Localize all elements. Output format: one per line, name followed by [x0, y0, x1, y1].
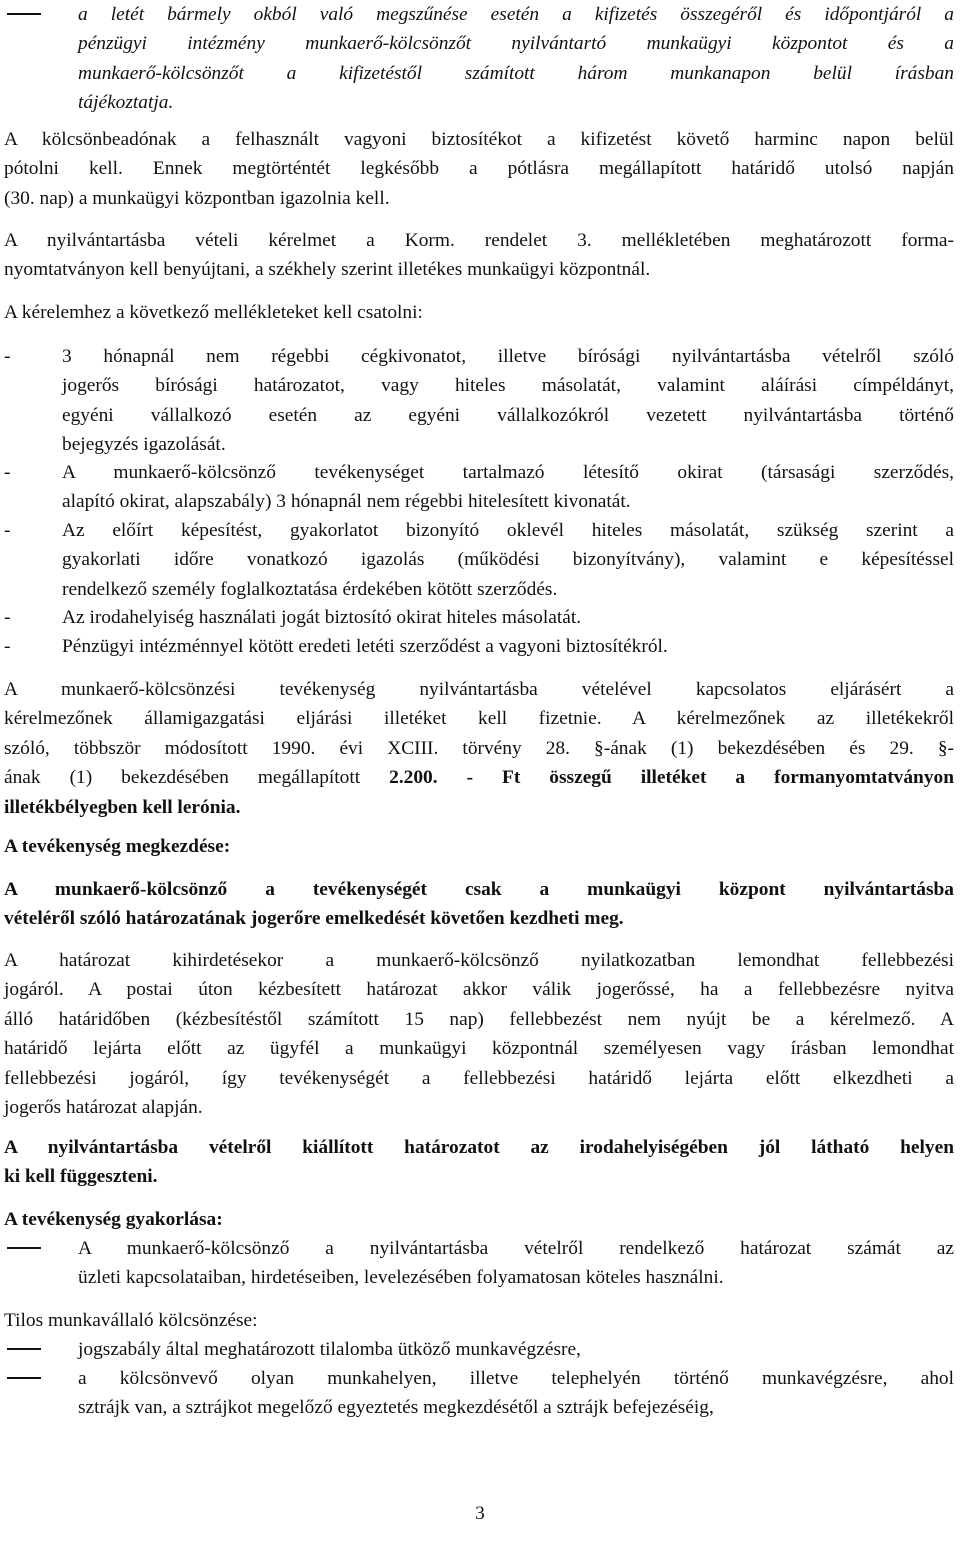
fee-paragraph [4, 675, 954, 822]
text-line: Tilos munkavállaló kölcsönzése: [4, 1310, 258, 1331]
paragraph [4, 298, 954, 327]
text-line: ki kell függeszteni. [4, 1166, 158, 1188]
text-line: A kölcsönbeadónak a felhasznált vagyoni biztosítékot a kifizetést követő harminc napon belül [4, 129, 954, 150]
text-line: pénzügyi intézmény munkaerő-kölcsönzőt nyilvántartó munkaügyi központot és a [78, 33, 954, 55]
text-line: sztrájk van, a sztrájkot megelőző egyeztetés megkezdésétől a sztrájk befejezéséig, [78, 1397, 714, 1419]
text-run: ának (1) bekezdésében megállapított [4, 767, 390, 789]
text-line: vételéről szóló határozatának jogerőre emelkedését követően kezdheti meg. [4, 908, 624, 930]
text-line: rendelkező személy foglalkoztatása érdekében kötött szerződés. [62, 578, 558, 600]
section-heading [4, 1205, 954, 1234]
list-marker: - [4, 636, 11, 657]
paragraph [4, 875, 954, 934]
list-marker [7, 1364, 41, 1393]
text-line: A nyilvántartásba vételről kiállított határozatot az irodahelyiségében jól látható helyen [4, 1137, 954, 1158]
text-line: 3 hónapnál nem régebbi cégkivonatot, illetve bírósági nyilvántartásba vételről szóló [62, 346, 954, 367]
paragraph [4, 1133, 954, 1192]
text-line: A munkaerő-kölcsönző tevékenységet tartalmazó létesítő okirat (társasági szerződés, [62, 462, 954, 483]
text-line: jogerős bírósági határozatot, vagy hiteles másolatát, valamint aláírási címpéldányt, [62, 375, 954, 397]
text-line: Pénzügyi intézménnyel kötött eredeti letéti szerződést a vagyoni biztosítékról. [62, 636, 668, 657]
text-line: szóló, többször módosított 1990. évi XCIII. törvény 28. §-ának (1) bekezdésében és 29. §- [4, 737, 954, 759]
list-marker: - [4, 462, 11, 483]
text-line: a letét bármely okból való megszűnése esetén a kifizetés összegéről és időpontjáról a [78, 4, 954, 25]
paragraph [4, 946, 954, 1122]
text-line: A nyilvántartásba vételi kérelmet a Korm. rendelet 3. mellékletében meghatározott forma- [4, 230, 954, 251]
heading-start: A tevékenység megkezdése: [4, 836, 231, 857]
text-line: nyomtatványon kell benyújtani, a székhely szerint illetékes munkaügyi központnál. [4, 259, 651, 281]
text-line: A munkaerő-kölcsönző a tevékenységét csak a munkaügyi központ nyilvántartásba [4, 879, 954, 900]
heading-practice: A tevékenység gyakorlása: [4, 1209, 223, 1230]
text-line: pótolni kell. Ennek megtörténtét legkésőbb a pótlásra megállapított határidő utolsó napján [4, 158, 954, 180]
text-line: munkaerő-kölcsönzőt a kifizetéstől számított három munkanapon belül írásban [78, 62, 954, 84]
text-line: (30. nap) a munkaügyi központban igazolnia kell. [4, 187, 390, 209]
section-heading [4, 832, 954, 861]
text-line: A munkaerő-kölcsönzési tevékenység nyilvántartásba vételével kapcsolatos eljárásért a [4, 679, 954, 700]
text-line: jogáról. A postai úton kézbesített határozat akkor válik jogerőssé, ha a fellebbezésre nyitva [4, 979, 954, 1001]
list-marker: - [4, 346, 11, 367]
text-line: fellebbezési jogáról, így tevékenységét a fellebbezési határidő lejárta előtt elkezdheti a [4, 1067, 954, 1089]
list-marker [7, 1335, 41, 1364]
text-line: A kérelemhez a következő mellékleteket kell csatolni: [4, 302, 423, 323]
paragraph [4, 125, 954, 213]
paragraph [4, 1306, 954, 1335]
text-line: alapító okirat, alapszabály) 3 hónapnál nem régebbi hitelesített kivonatát. [62, 491, 631, 513]
text-line: Az irodahelyiség használati jogát biztosító okirat hiteles másolatát. [62, 607, 582, 628]
text-line: jogerős határozat alapján. [4, 1097, 203, 1119]
fee-amount: 2.200. - Ft összegű illetéket a formanyomtatványon [389, 767, 955, 789]
text-line [4, 763, 954, 792]
text-line: gyakorlati időre vonatkozó igazolás (működési bizonyítvány), valamint e képesítéssel [62, 549, 954, 571]
list-marker [7, 1234, 41, 1263]
paragraph [4, 226, 954, 285]
text-line: jogszabály által meghatározott tilalomba ütköző munkavégzésre, [78, 1339, 581, 1360]
text-line: tájékoztatja. [78, 92, 174, 114]
text-line: A munkaerő-kölcsönző a nyilvántartásba vételről rendelkező határozat számát az [78, 1238, 954, 1259]
text-line: a kölcsönvevő olyan munkahelyen, illetve telephelyén történő munkavégzésre, ahol [78, 1368, 954, 1389]
text-line: kérelmezőnek államigazgatási eljárási illetéket kell fizetnie. A kérelmezőnek az illetékekről [4, 708, 954, 730]
text-line: illetékbélyegben kell lerónia. [4, 796, 241, 818]
list-marker [7, 0, 41, 29]
list-marker: - [4, 607, 11, 628]
text-line: bejegyzés igazolását. [62, 434, 226, 456]
list-marker: - [4, 520, 11, 541]
text-line: egyéni vállalkozó esetén az egyéni vállalkozókról vezetett nyilvántartásba történő [62, 404, 954, 426]
page-number: 3 [475, 1503, 485, 1524]
text-line: A határozat kihirdetésekor a munkaerő-kölcsönző nyilatkozatban lemondhat fellebbezési [4, 950, 954, 971]
text-line: üzleti kapcsolataiban, hirdetéseiben, levelezésében folyamatosan köteles használni. [78, 1267, 724, 1289]
text-line: határidő lejárta előtt az ügyfél a munkaügyi központnál személyesen vagy írásban lemondhat [4, 1038, 954, 1060]
text-line: álló határidőben (kézbesítéstől számított 15 nap) fellebbezést nem nyújt be a kérelmező. A [4, 1008, 954, 1030]
text-line: Az előírt képesítést, gyakorlatot bizonyító oklevél hiteles másolatát, szükség szerint a [62, 520, 954, 541]
